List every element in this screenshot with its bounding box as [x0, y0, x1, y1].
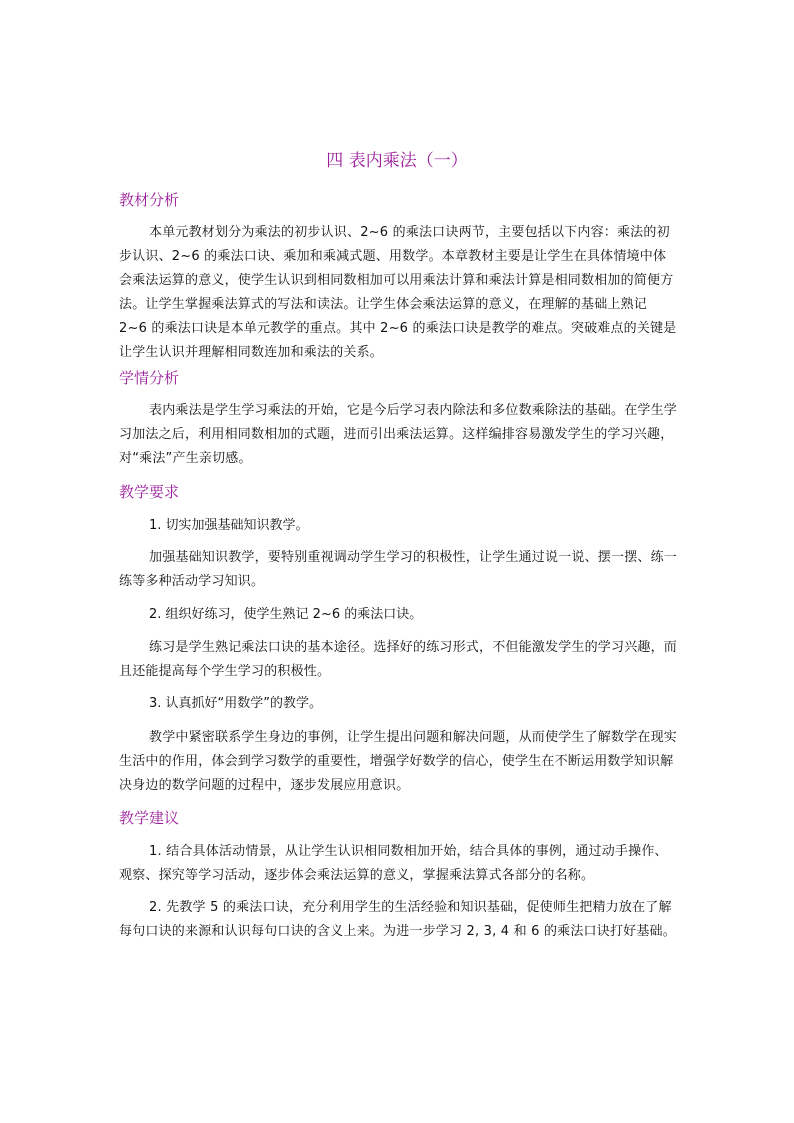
heading-teaching-suggestions: 教学建议 [119, 809, 180, 827]
paragraph-textbook-analysis: 本单元教材划分为乘法的初步认识、2~6 的乘法口诀两节，主要包括以下内容：乘法的初步认识、2~6 的乘法口诀、乘加和乘减式题、用数学。本章教材主要是让学生在具体情境中体会乘法运算的意义，使学生认识到相同数相加可以用乘法计算和乘法计算是相同数相加的简便方法。让学生掌握乘法算式的写法和读法。让学生体会乘法运算的意义，在理解的基础上熟记 2~6 的乘法口诀是本单元教学的重点。其中 2~6 的乘法口诀是教学的难点。突破难点的关键是让学生认识并理解相同数连加和乘法的关系。 [119, 225, 677, 360]
paragraph-requirement-3: 教学中紧密联系学生身边的事例，让学生提出问题和解决问题，从而使学生了解数学在现实生活中的作用，体会到学习数学的重要性，增强学好数学的信心，使学生在不断运用数学知识解决身边的数学问题的过程中，逐步发展应用意识。 [119, 730, 678, 793]
paragraph-requirement-2: 练习是学生熟记乘法口诀的基本途径。选择好的练习形式，不但能激发学生的学习兴趣，而且还能提高每个学生学习的积极性。 [119, 640, 678, 679]
paragraph-requirement-1: 加强基础知识教学，要特别重视调动学生学习的积极性，让学生通过说一说、摆一摆、练一练等多种活动学习知识。 [119, 550, 678, 589]
paragraph-student-analysis: 表内乘法是学生学习乘法的开始，它是今后学习表内除法和多位数乘除法的基础。在学生学习加法之后，利用相同数相加的式题，进而引出乘法运算。这样编排容易激发学生的学习兴趣，对“乘法”产生亲切感。 [119, 403, 678, 466]
heading-textbook-analysis: 教材分析 [119, 191, 180, 209]
page-title: 四 表内乘法（一） [326, 151, 468, 171]
paragraph-suggestion-1: 1. 结合具体活动情景，从让学生认识相同数相加开始，结合具体的事例，通过动手操作、观察、探究等学习活动，逐步体会乘法运算的意义，掌握乘法算式各部分的名称。 [119, 844, 668, 883]
heading-student-analysis: 学情分析 [119, 369, 180, 387]
requirement-item-3: 3. 认真抓好“用数学”的教学。 [149, 696, 323, 711]
requirement-item-2: 2. 组织好练习，使学生熟记 2~6 的乘法口诀。 [149, 607, 423, 622]
paragraph-suggestion-2: 2. 先教学 5 的乘法口诀，充分利用学生的生活经验和知识基础，促使师生把精力放在了解每句口诀的来源和认识每句口诀的含义上来。为进一步学习 2, 3, 4 和 6 的乘法口诀打好基础。 [119, 900, 676, 939]
requirement-item-1: 1. 切实加强基础知识教学。 [149, 518, 309, 533]
heading-teaching-requirements: 教学要求 [119, 483, 180, 501]
